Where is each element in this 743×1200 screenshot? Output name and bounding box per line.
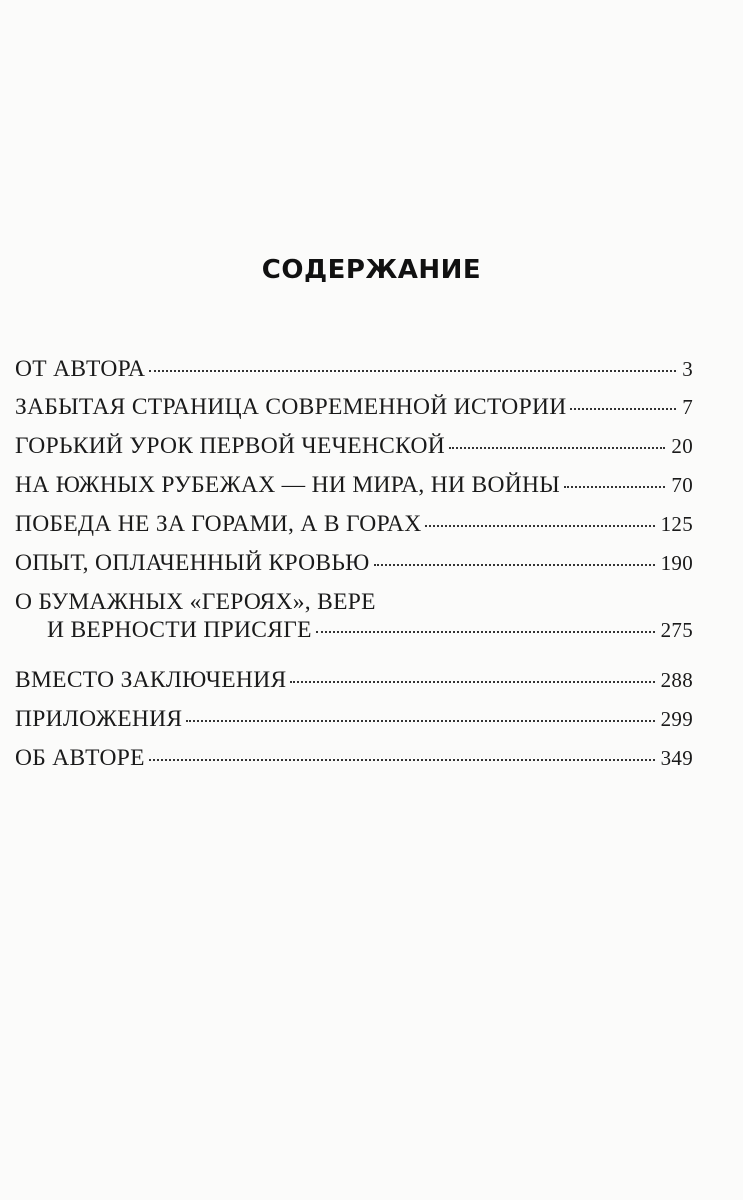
dot-leader: [186, 720, 654, 722]
toc-entry: [15, 355, 693, 383]
page-title: СОДЕРЖАНИЕ: [261, 255, 482, 285]
toc-entry-title: ПРИЛОЖЕНИЯ: [15, 706, 183, 732]
toc-entry: [15, 705, 693, 733]
toc-entry: [15, 549, 693, 577]
dot-leader: [449, 447, 665, 449]
toc-entry-title: ВМЕСТО ЗАКЛЮЧЕНИЯ: [15, 667, 287, 693]
dot-leader: [316, 631, 655, 633]
toc-entry-title: ГОРЬКИЙ УРОК ПЕРВОЙ ЧЕЧЕНСКОЙ: [15, 433, 446, 459]
toc-entry-title: ОБ АВТОРЕ: [15, 745, 145, 771]
toc-entry-title: НА ЮЖНЫХ РУБЕЖАХ — НИ МИРА, НИ ВОЙНЫ: [15, 472, 561, 498]
toc-page-number: 125: [660, 512, 693, 536]
toc-page-number: 3: [682, 357, 693, 381]
toc-entry: [15, 471, 693, 499]
toc-entry-title: ПОБЕДА НЕ ЗА ГОРАМИ, А В ГОРАХ: [15, 511, 422, 537]
toc-entry-title: ОПЫТ, ОПЛАЧЕННЫЙ КРОВЬЮ: [15, 550, 370, 576]
dot-leader: [570, 408, 676, 410]
toc-page-number: 349: [660, 746, 693, 770]
toc-page-number: 7: [682, 395, 693, 419]
toc-page-number: 20: [671, 434, 693, 458]
toc-entry: [15, 666, 693, 694]
toc-entry: [15, 744, 693, 772]
toc-entry-title: ЗАБЫТАЯ СТРАНИЦА СОВРЕМЕННОЙ ИСТОРИИ: [15, 394, 567, 420]
toc-entry: [15, 588, 693, 644]
dot-leader: [290, 681, 654, 683]
toc-page-number: 299: [660, 707, 693, 731]
toc-entry-title-continued: И ВЕРНОСТИ ПРИСЯГЕ: [47, 617, 312, 643]
toc-entry: [15, 432, 693, 460]
toc-entry-title: ОТ АВТОРА: [15, 356, 146, 382]
toc-entry-title: О БУМАЖНЫХ «ГЕРОЯХ», ВЕРЕ: [15, 589, 376, 615]
dot-leader: [425, 525, 654, 527]
toc-page-number: 288: [660, 668, 693, 692]
toc-page-number: 275: [660, 618, 693, 642]
toc-entry: [15, 393, 693, 421]
toc-entry: [15, 510, 693, 538]
dot-leader: [374, 564, 655, 566]
toc-page-number: 70: [671, 473, 693, 497]
dot-leader: [149, 759, 655, 761]
dot-leader: [149, 370, 676, 372]
toc-page-number: 190: [660, 551, 693, 575]
dot-leader: [564, 486, 665, 488]
